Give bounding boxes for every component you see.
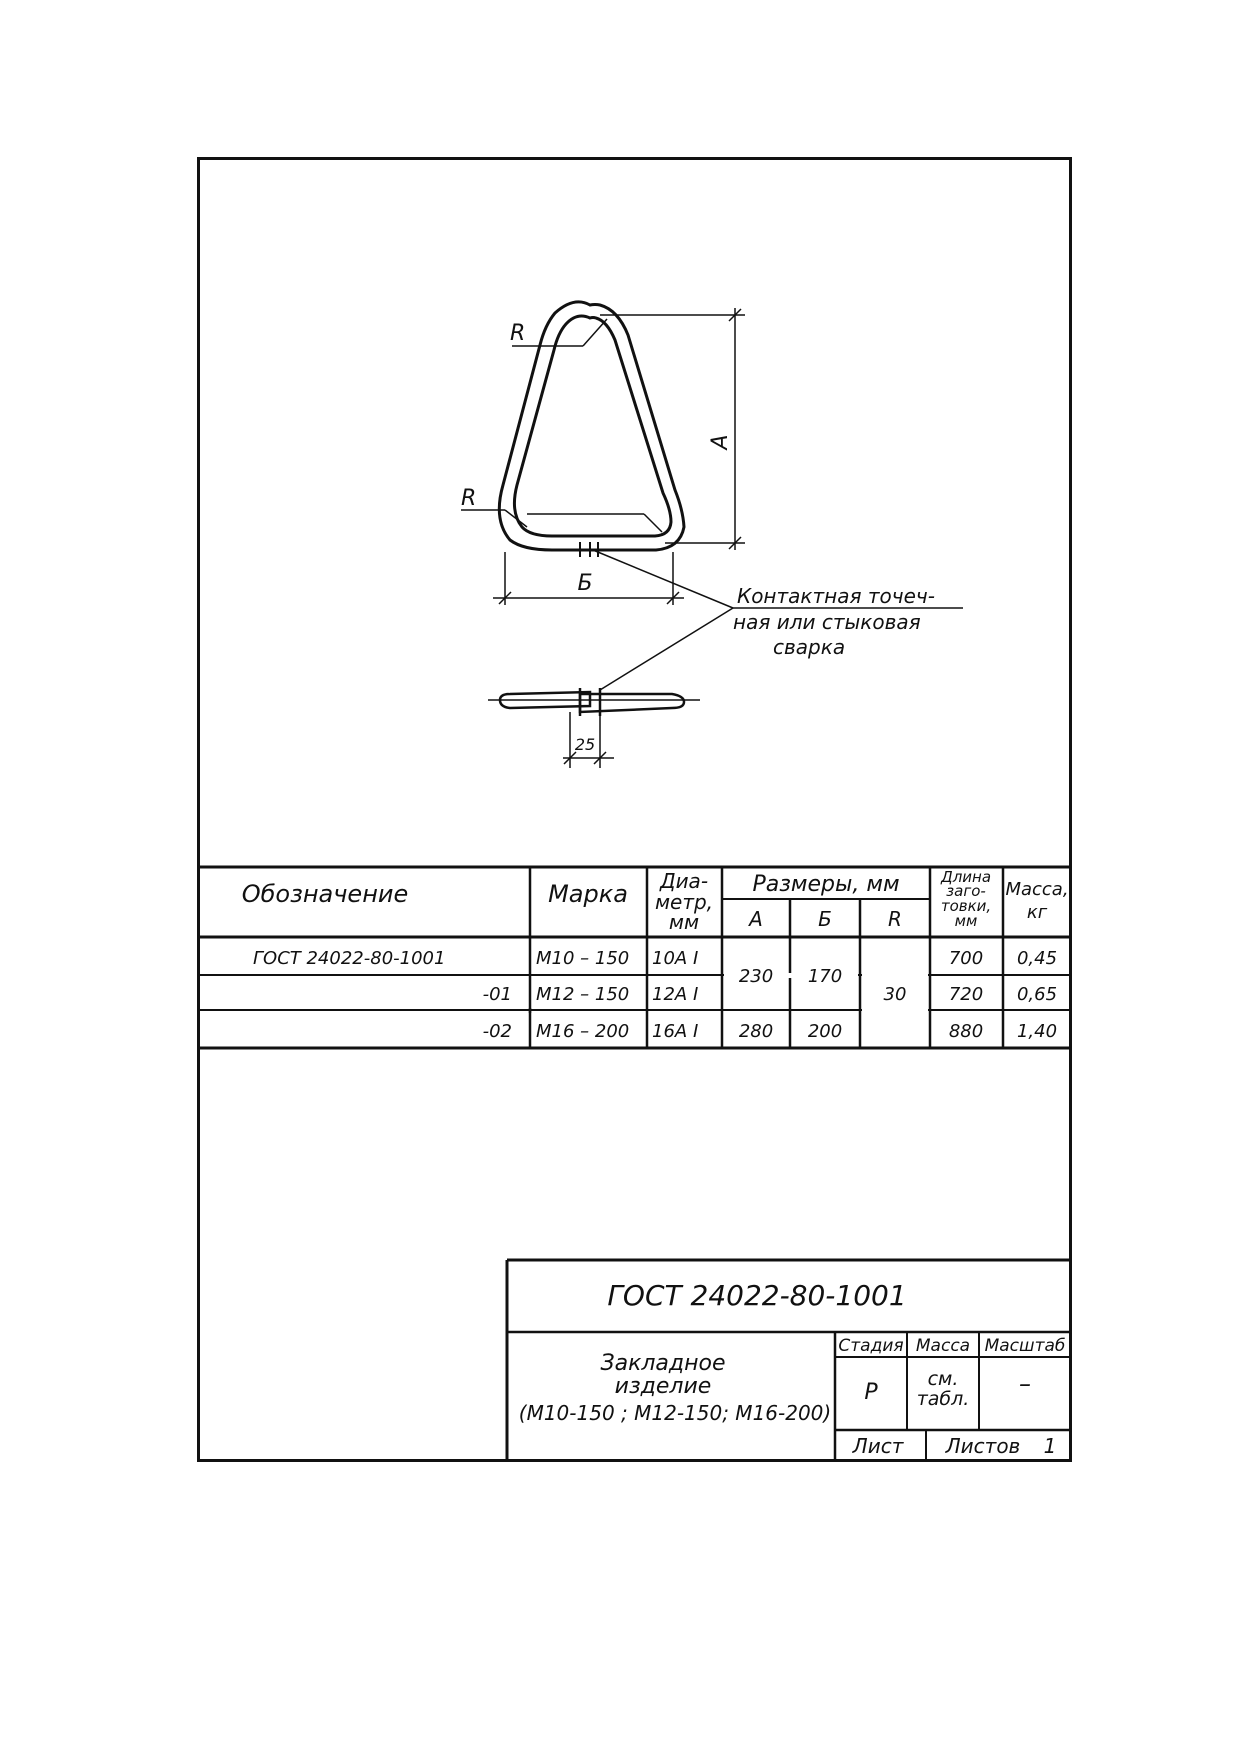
- row1-size-b: 170: [807, 966, 843, 987]
- weld-callout-line-2: ная или стыковая: [733, 610, 921, 634]
- header-mark: Марка: [548, 880, 628, 908]
- title-scale-value: –: [1019, 1370, 1031, 1398]
- dimension-25-label: 25: [574, 735, 596, 754]
- row1-size-r: 30: [883, 984, 907, 1005]
- title-name-1: Закладное: [600, 1351, 726, 1376]
- header-diameter-2: метр,: [654, 890, 714, 914]
- row3-length: 880: [948, 1021, 984, 1042]
- header-mass-1: Масса,: [1005, 879, 1069, 900]
- header-sizes: Размеры, мм: [752, 872, 900, 897]
- row3-size-b: 200: [807, 1021, 843, 1042]
- row3-diameter: 16А I: [652, 1021, 699, 1042]
- header-diameter-3: мм: [668, 910, 700, 934]
- weld-callout-line-3: сварка: [773, 635, 846, 659]
- merge-mask-r: [862, 973, 928, 978]
- loop-side-view: [488, 688, 700, 716]
- header-length-2: заго-: [946, 882, 986, 900]
- header-designation: Обозначение: [241, 880, 409, 908]
- row3-mass: 1,40: [1016, 1021, 1058, 1042]
- title-name-3: (М10-150 ; М12-150; М16-200): [518, 1401, 832, 1425]
- row1-mark: М10 – 150: [536, 948, 630, 969]
- header-length-1: Длина: [940, 868, 992, 886]
- row3-mark: М16 – 200: [536, 1021, 630, 1042]
- merge-mask-r2: [862, 1008, 928, 1013]
- title-sheets-value: 1: [1043, 1434, 1057, 1458]
- dimension-b-label: Б: [577, 571, 593, 596]
- title-stage-label: Стадия: [838, 1336, 904, 1356]
- radius-left-label: R: [461, 486, 477, 511]
- row2-diameter: 12А I: [652, 984, 699, 1005]
- title-mass-value-1: см.: [927, 1368, 959, 1390]
- row2-mass: 0,65: [1016, 984, 1058, 1005]
- weld-callout-line-1: Контактная точеч-: [737, 584, 935, 608]
- header-diameter-1: Диа-: [659, 869, 709, 893]
- row1-mass: 0,45: [1016, 948, 1058, 969]
- title-stage-value: Р: [864, 1380, 878, 1405]
- dimension-a-label: А: [708, 434, 733, 450]
- row3-designation: -02: [482, 1021, 512, 1042]
- header-length-3: товки,: [940, 897, 992, 915]
- header-size-b: Б: [818, 907, 832, 931]
- header-mass-2: кг: [1026, 902, 1048, 923]
- title-mass-value-2: табл.: [916, 1388, 970, 1410]
- title-sheets-label: Листов: [945, 1434, 1021, 1458]
- header-length-4: мм: [954, 912, 978, 930]
- radius-left-leader: [461, 510, 662, 532]
- loop-plan-view: [499, 302, 684, 550]
- header-size-a: А: [749, 907, 763, 931]
- row3-size-a: 280: [738, 1021, 774, 1042]
- title-doc-number: ГОСТ 24022-80-1001: [607, 1279, 907, 1312]
- title-sheet-label: Лист: [852, 1434, 904, 1458]
- row1-length: 700: [948, 948, 984, 969]
- row1-designation: ГОСТ 24022-80-1001: [253, 948, 446, 969]
- row2-mark: М12 – 150: [536, 984, 630, 1005]
- row1-size-a: 230: [738, 966, 774, 987]
- radius-top-label: R: [510, 321, 526, 346]
- loop-outer-contour: [499, 302, 684, 550]
- row2-length: 720: [948, 984, 984, 1005]
- header-size-r: R: [888, 907, 902, 931]
- title-scale-label: Масштаб: [984, 1336, 1066, 1356]
- title-name-2: изделие: [614, 1374, 712, 1399]
- row2-designation: -01: [482, 984, 512, 1005]
- row1-diameter: 10А I: [652, 948, 699, 969]
- title-mass-label: Масса: [915, 1336, 971, 1356]
